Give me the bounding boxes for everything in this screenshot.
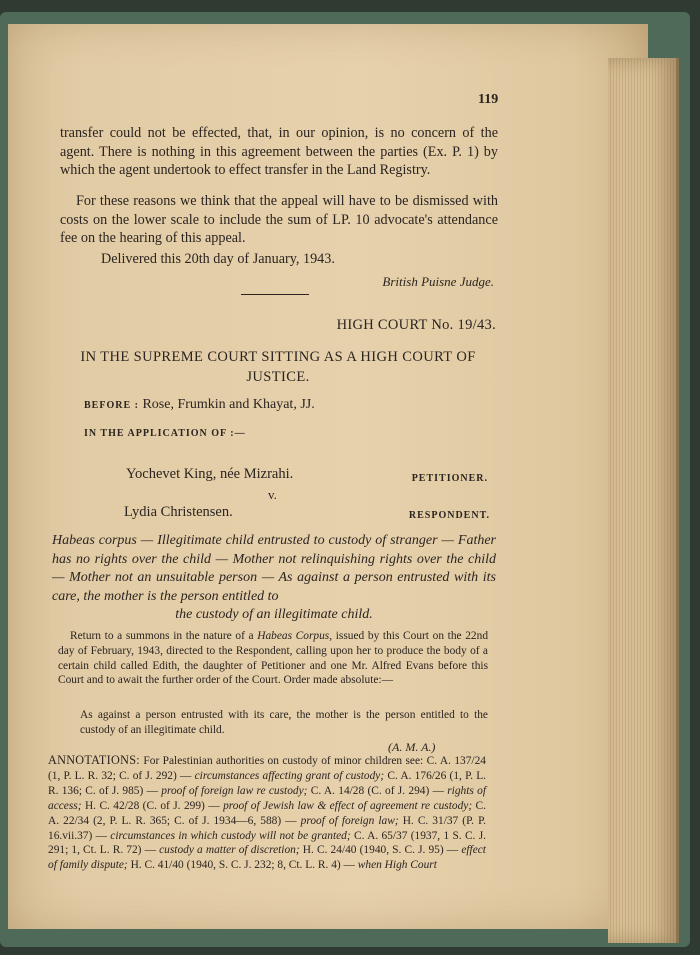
annotation-italic: proof of Jewish law & effect of agreement re custody; [223,799,473,812]
respondent-label: RESPONDENT. [408,510,490,521]
annotation-italic: circumstances in which custody will not be granted; [110,829,351,842]
editor-initials: (A. M. A.) [388,740,436,754]
petitioner-label: PETITIONER. [411,473,488,484]
annotations-lead: ANNOTATIONS: [48,753,140,767]
versus: v. [268,487,277,502]
holding-paragraph: As against a person entrusted with its care, the mother is the person entitled to the custody of an illegitimate child. [80,709,488,736]
book-page [8,24,648,929]
annotation-italic: proof of foreign law re custody; [161,784,308,797]
annotation-text: H. C. 24/40 (1940, S. C. J. 95) — [299,844,462,857]
judge-signature: British Puisne Judge. [382,274,494,289]
bench-label: BEFORE : [84,400,139,411]
page-content [8,24,608,929]
court-title: IN THE SUPREME COURT SITTING AS A HIGH COURT OF JUSTICE. [80,349,476,385]
summons-italic: Habeas Corpus [257,630,330,642]
annotation-text: C. A. 22/34 (2, P. L. R. 365; C. of J. 1934—6, 588) — [48,799,486,827]
bench-judges: Rose, Frumkin and Khayat, JJ. [142,397,315,412]
annotation-text: For Palestinian authorities on custody of minor children see: C. A. 137/24 (1, P. L. R. 32; C. of J. 292) — [48,755,486,782]
summons-text-2: , issued by this Court on the 22nd day of February, 1943, directed to the Respondent, calling upon her to produce the body of a certain child called Edith, the daughter of Petitioner and one Mr. Alfred Evans before this Court and to await the further order of the Court. Order made absolute:— [58,630,489,687]
application-label: IN THE APPLICATION OF :— [84,428,246,439]
summons-text-1: Return to a summons in the nature of a [70,630,258,642]
continuation-paragraph: transfer could not be effected, that, in our opinion, is no concern of the agent. There is nothing in this agreement between the parties (Ex. P. 1) by which the agent undertook to effect transfer in the Land Registry. [60,125,498,178]
annotation-text: H. C. 31/37 (P. P. 16.vii.37) — [48,814,486,842]
annotation-italic: when High Court [357,859,437,872]
page-number: 119 [478,92,499,107]
annotation-text: C. A. 65/37 (1937, 1 S. C. J. 291; 1, Ct. L. R. 72) — [48,829,486,857]
annotation-italic: effect of family dispute; [48,844,486,872]
annotation-text: C. A. 176/26 (1, P. L. R. 136; C. of J. 985) — [48,769,486,797]
summons-paragraph [58,629,488,688]
annotation-italic: circumstances affecting grant of custody; [194,769,385,782]
page-edges [608,58,679,943]
delivered-line: Delivered this 20th day of January, 1943. [101,251,335,267]
section-divider [241,294,309,295]
case-number: HIGH COURT No. 19/43. [336,317,496,333]
bench [84,397,315,413]
headnote-last-line: the custody of an illegitimate child. [175,607,373,622]
annotation-text: H. C. 42/28 (C. of J. 299) — [81,799,224,812]
annotation-text: C. A. 14/28 (C. of J. 294) — [307,784,448,797]
headnote-text: Habeas corpus — Illegitimate child entrusted to custody of stranger — Father has no rights over the child — Mother not relinquishing rights over the child — Mother not an unsuitable person — As against a person entrusted with its care, the mother is the person entitled to [52,533,496,604]
annotation-italic: proof of foreign law; [300,814,399,827]
annotation-text: H. C. 41/40 (1940, S. C. J. 232; 8, Ct. L. R. 4) — [127,859,358,872]
headnote [52,532,496,625]
annotation-italic: custody a matter of discretion; [159,844,300,857]
respondent-name: Lydia Christensen. [124,504,233,520]
annotation-italic: rights of access; [48,784,486,812]
conclusion-paragraph: For these reasons we think that the appeal will have to be dismissed with costs on the lower scale to include the sum of LP. 10 advocate's attendance fee on the hearing of this appeal. [60,193,498,246]
annotations-paragraph [48,753,486,873]
petitioner-name: Yochevet King, née Mizrahi. [126,466,294,482]
